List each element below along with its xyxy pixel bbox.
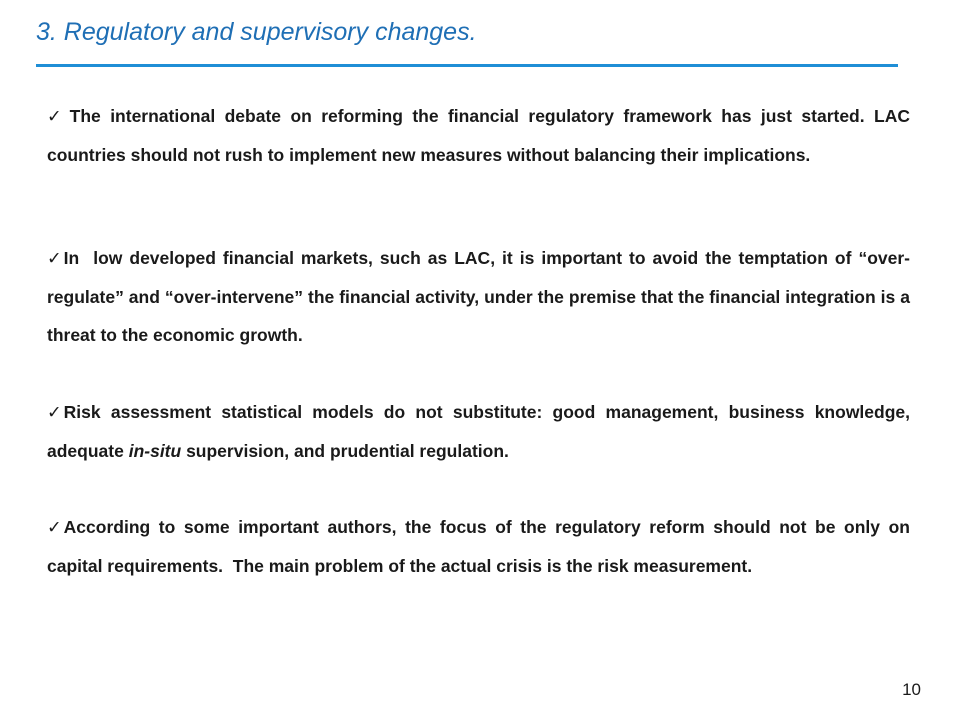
bullet-item [47,393,910,470]
checkmark-icon: ✓ [47,106,62,126]
title-underline [36,64,898,67]
checkmark-icon: ✓ [47,517,62,537]
bullet-item [47,239,915,355]
checkmark-icon: ✓ [47,248,62,268]
bullet-text: In low developed financial markets, such as LAC, it is important to avoid the temptation of “over-regulate” and “over-intervene” the financial activity, under the premise that the financial integration is a threat to the economic growth. [47,248,915,345]
bullet-text-end: supervision, and prudential regulation. [181,440,509,461]
bullet-item [47,508,915,585]
bullet-text: According to some important authors, the focus of the regulatory reform should not be only on capital requirements. The main problem of the actual crisis is the risk measurement. [47,517,915,576]
bullet-text: The international debate on reforming the financial regulatory framework has just started. LAC countries should not rush to implement new measures without balancing their implications. [47,106,910,165]
bullet-text-italic: in-situ [128,440,182,461]
checkmark-icon: ✓ [47,402,62,422]
bullet-item [47,97,910,174]
slide-title: 3. Regulatory and supervisory changes. [36,18,477,46]
page-number: 10 [902,680,921,699]
bullet-text-start: Risk assessment statistical models do not substitute: good management, business knowledge, adequate [47,402,910,461]
